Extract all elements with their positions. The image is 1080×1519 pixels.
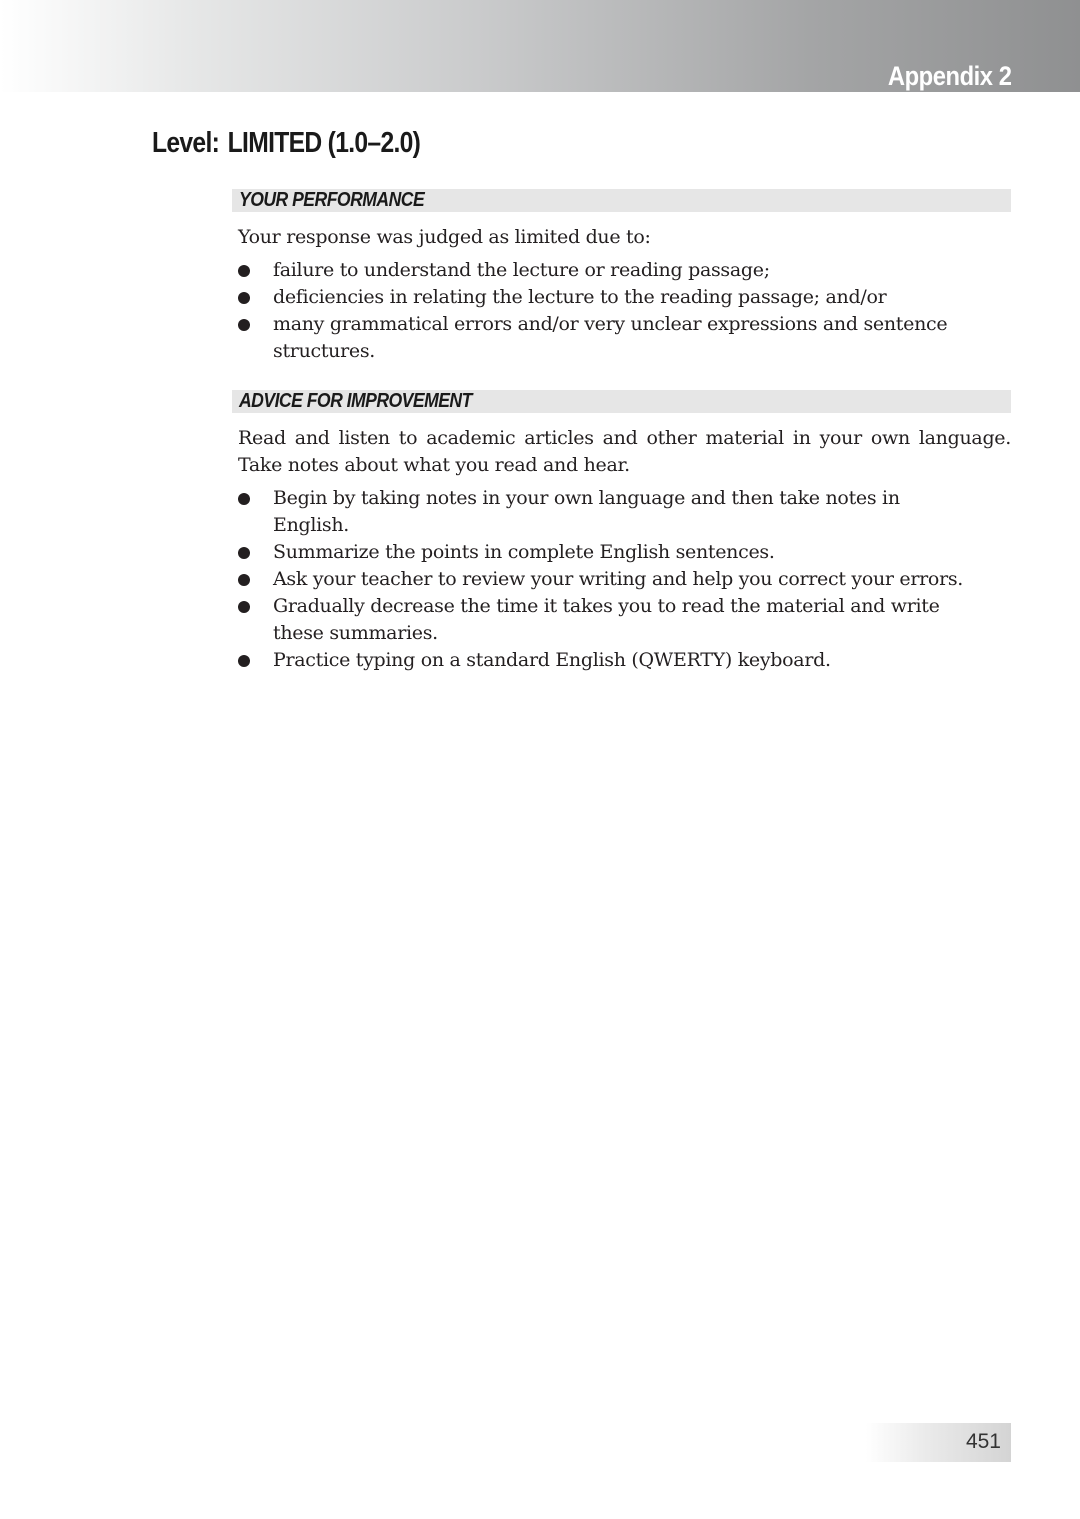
bullet-icon (238, 493, 250, 505)
list-item-text: many grammatical errors and/or very unclear expressions and sentence structures. (273, 313, 948, 362)
list-item (232, 311, 973, 365)
bullet-icon (238, 655, 250, 667)
performance-list (232, 257, 1011, 365)
level-title: LIMITED (1.0–2.0) (227, 127, 421, 159)
advice-heading-bar (232, 390, 1011, 413)
list-item (232, 539, 973, 566)
page-number: 451 (965, 1430, 1001, 1453)
header-band (0, 0, 1080, 92)
list-item (232, 284, 973, 311)
list-item-text: deficiencies in relating the lecture to the reading passage; and/or (273, 286, 887, 308)
bullet-icon (238, 265, 250, 277)
advice-section (232, 390, 1011, 674)
advice-heading: ADVICE FOR IMPROVEMENT (239, 390, 472, 412)
bullet-icon (238, 547, 250, 559)
appendix-label: Appendix 2 (888, 61, 1012, 91)
advice-list (232, 485, 1011, 674)
list-item (232, 485, 973, 539)
performance-heading-bar (232, 189, 1011, 212)
list-item (232, 257, 973, 284)
level-prefix: Level: (152, 127, 220, 159)
bullet-icon (238, 601, 250, 613)
list-item (232, 566, 973, 593)
advice-intro: Read and listen to academic articles and other material in your own language. Take notes about what you read and hear. (238, 427, 1011, 476)
performance-intro: Your response was judged as limited due to: (238, 226, 651, 248)
performance-section (232, 189, 1011, 365)
bullet-icon (238, 574, 250, 586)
bullet-icon (238, 319, 250, 331)
list-item (232, 593, 973, 647)
list-item-text: failure to understand the lecture or reading passage; (273, 259, 770, 281)
list-item-text: Summarize the points in complete English sentences. (273, 541, 775, 563)
list-item-text: Begin by taking notes in your own language and then take notes in English. (273, 487, 900, 536)
level-heading (152, 125, 420, 161)
list-item-text: Gradually decrease the time it takes you to read the material and write these summaries. (273, 595, 940, 644)
list-item-text: Ask your teacher to review your writing and help you correct your errors. (273, 568, 964, 590)
page-number-box (866, 1423, 1011, 1462)
list-item (232, 647, 973, 674)
bullet-icon (238, 292, 250, 304)
performance-heading: YOUR PERFORMANCE (239, 189, 425, 211)
list-item-text: Practice typing on a standard English (QWERTY) keyboard. (273, 649, 831, 671)
